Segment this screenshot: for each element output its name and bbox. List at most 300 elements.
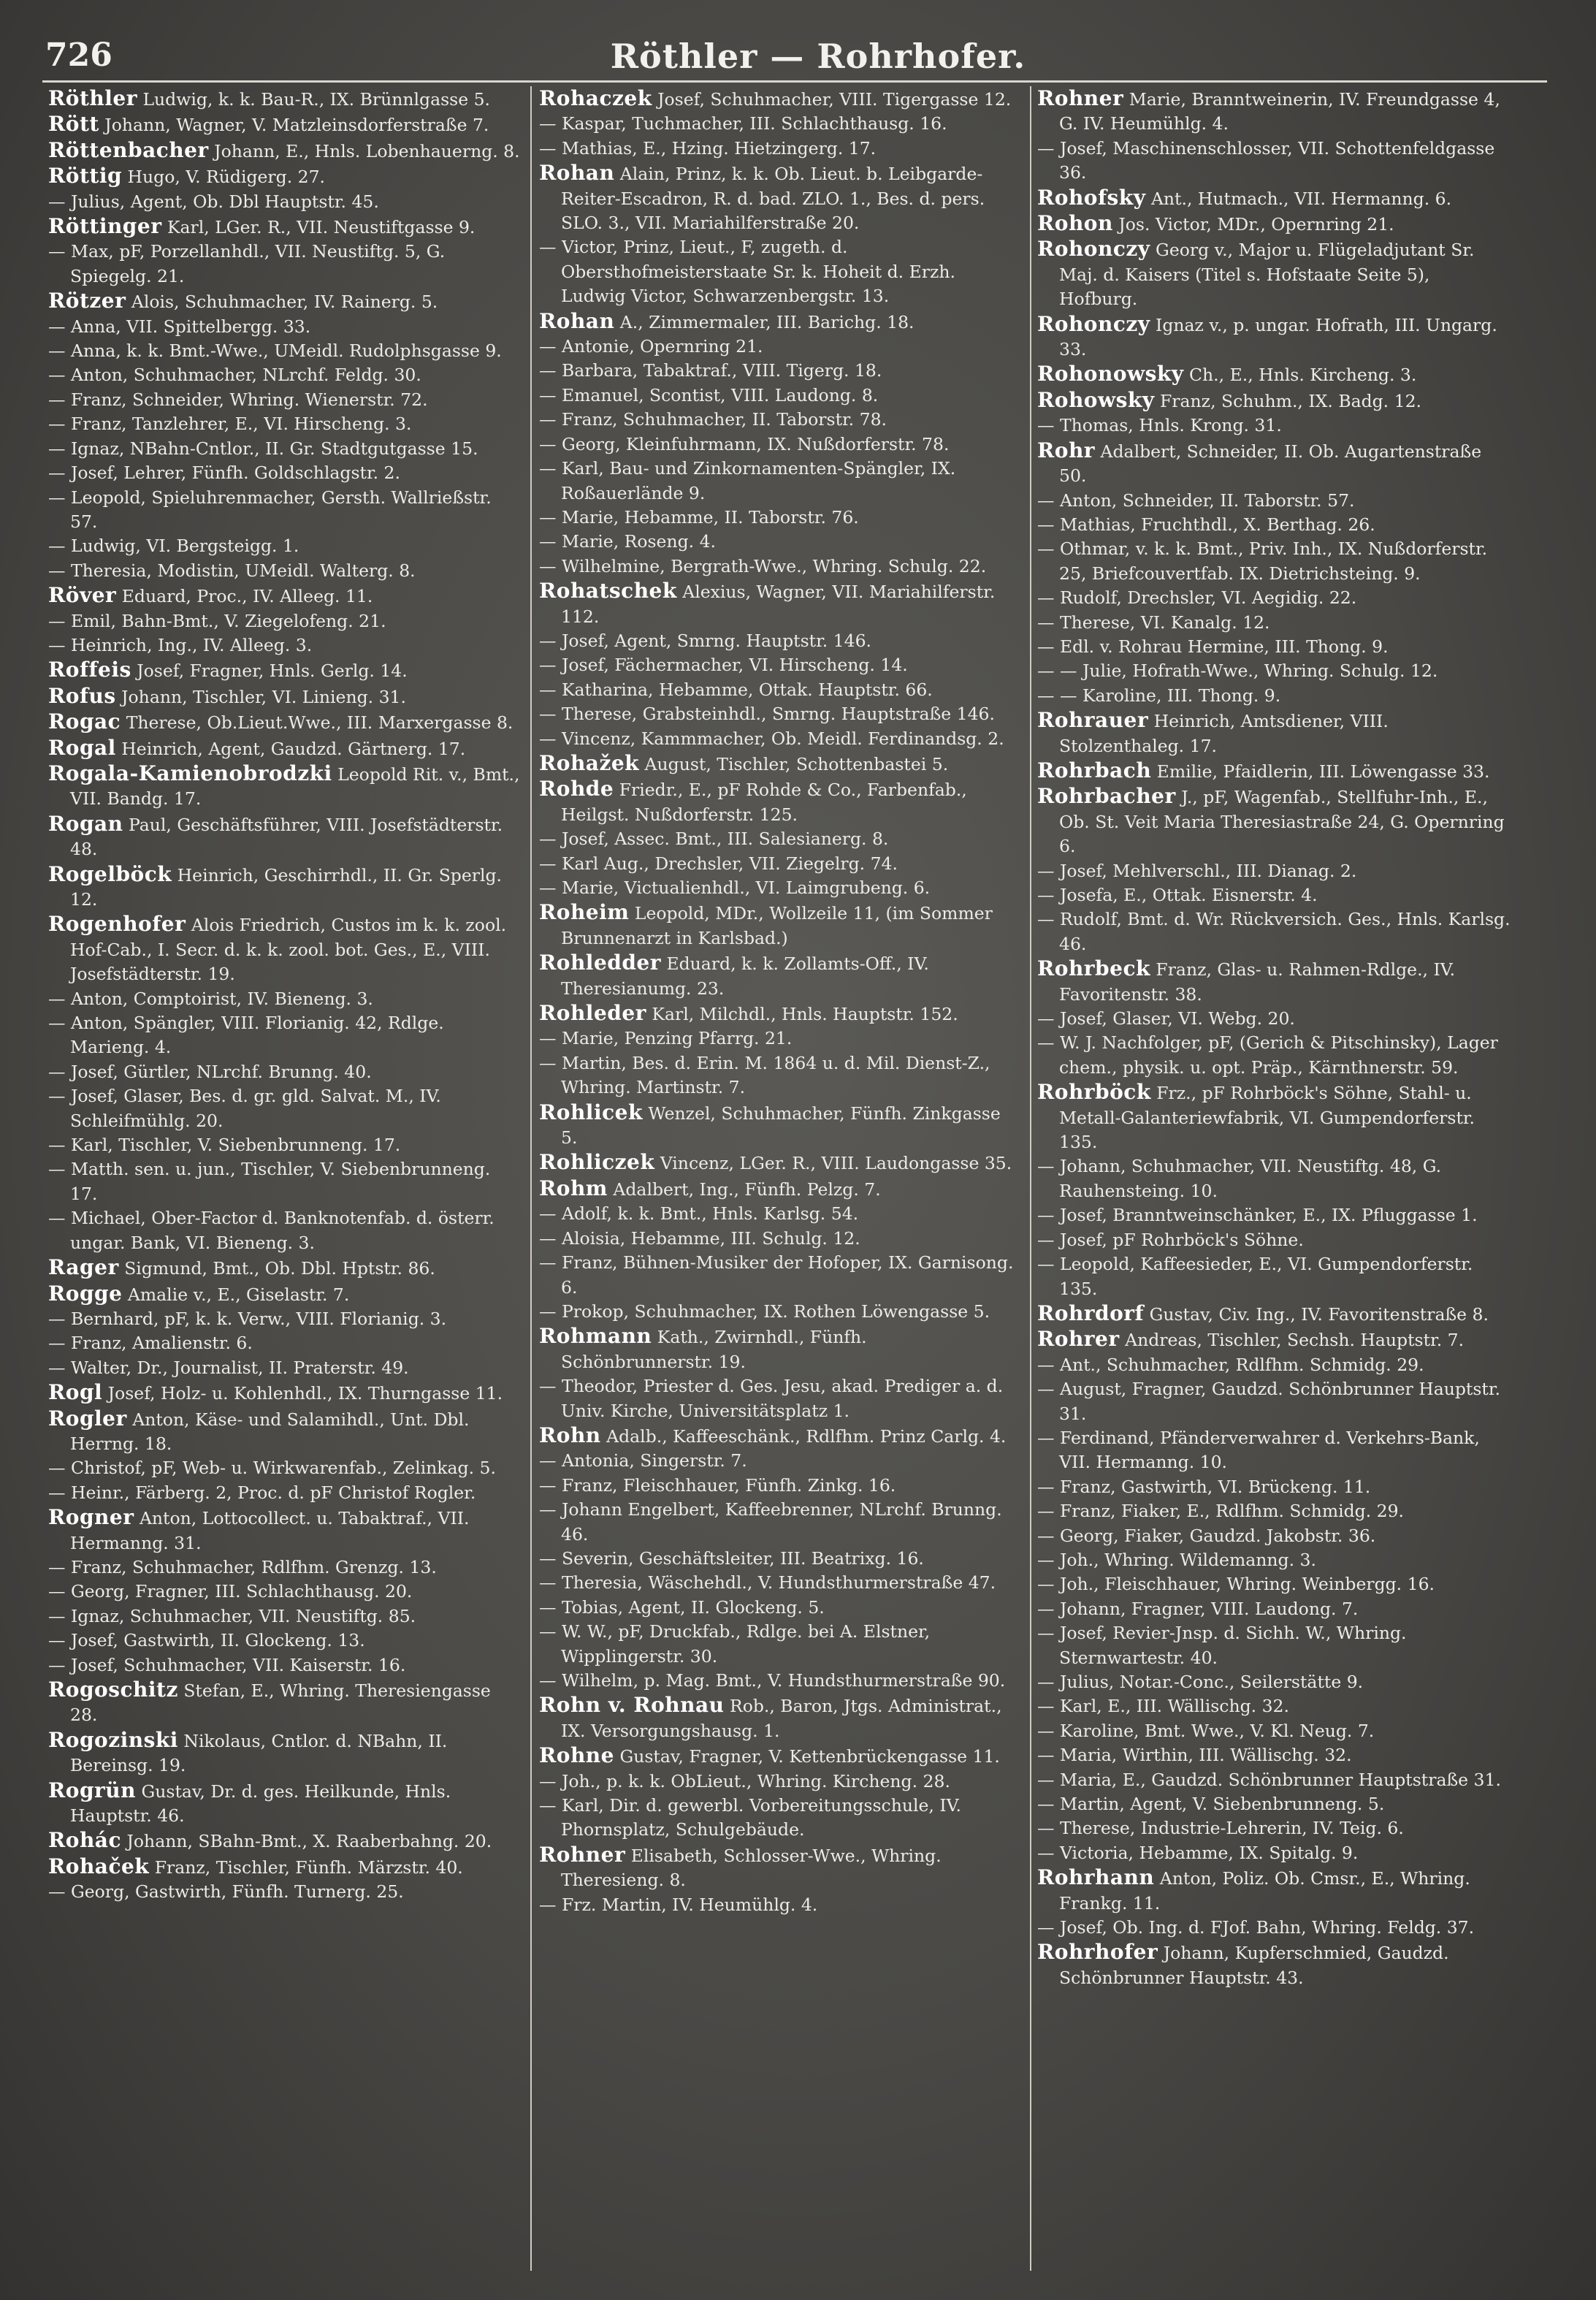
entry-surname: Rohažek bbox=[539, 750, 640, 775]
directory-entry bbox=[48, 1060, 523, 1084]
entry-text: — Aloisia, Hebamme, III. Schulg. 12. bbox=[539, 1227, 860, 1249]
entry-text: — Karoline, Bmt. Wwe., V. Kl. Neug. 7. bbox=[1037, 1720, 1375, 1741]
entry-text: Ludwig, k. k. Bau-R., IX. Brünnlgasse 5. bbox=[142, 89, 491, 110]
entry-text: Alexius, Wagner, VII. Mariahilferstr. 112. bbox=[561, 582, 996, 627]
entry-text: — Anna, VII. Spittelbergg. 33. bbox=[48, 316, 311, 337]
entry-text: — Marie, Penzing Pfarrg. 21. bbox=[539, 1028, 793, 1049]
entry-text: — Katharina, Hebamme, Ottak. Hauptstr. 66. bbox=[539, 679, 933, 700]
entry-surname: Roheim bbox=[539, 900, 630, 925]
entry-text: — Anton, Schneider, II. Taborstr. 57. bbox=[1037, 490, 1355, 511]
entry-text: Adalbert, Ing., Fünfh. Pelzg. 7. bbox=[613, 1178, 881, 1200]
directory-entry bbox=[1037, 1252, 1512, 1301]
directory-entry bbox=[1037, 211, 1512, 237]
entry-text: — Joh., Fleischhauer, Whring. Weinbergg. 16. bbox=[1037, 1574, 1435, 1595]
entry-text: — Vincenz, Kammmacher, Ob. Meidl. Ferdinandsg. 2. bbox=[539, 728, 1004, 749]
directory-entry bbox=[539, 1794, 1014, 1843]
entry-surname: Rohr bbox=[1037, 438, 1096, 462]
entry-surname: Rohrer bbox=[1037, 1327, 1120, 1352]
entry-text: Therese, Ob.Lieut.Wwe., III. Marxergasse 8. bbox=[126, 712, 513, 734]
entry-text: — W. W., pF, Druckfab., Rdlge. bei A. Elstner, Wipplingerstr. 30. bbox=[539, 1621, 931, 1667]
directory-entry bbox=[1037, 1548, 1512, 1572]
entry-surname: Rohowsky bbox=[1037, 387, 1155, 412]
directory-entry bbox=[1037, 186, 1512, 211]
directory-entry bbox=[1037, 586, 1512, 610]
directory-entry bbox=[539, 951, 1014, 1001]
directory-entry bbox=[1037, 1301, 1512, 1327]
entry-text: — Heinr., Färberg. 2, Proc. d. pF Christof Rogler. bbox=[48, 1482, 476, 1503]
entry-text: — Georg, Fiaker, Gaudzd. Jakobstr. 36. bbox=[1037, 1525, 1376, 1546]
entry-text: — Josef, Gastwirth, II. Glockeng. 13. bbox=[48, 1630, 365, 1651]
directory-entry bbox=[1037, 388, 1512, 414]
directory-entry bbox=[48, 1481, 523, 1505]
entry-text: Johann, Wagner, V. Matzleinsdorferstraße 7. bbox=[104, 115, 489, 136]
directory-entry bbox=[539, 827, 1014, 851]
directory-entry bbox=[1037, 1499, 1512, 1523]
entry-surname: Rohan bbox=[539, 308, 615, 333]
entry-surname: Rohaček bbox=[48, 1854, 150, 1878]
directory-entry bbox=[1037, 1327, 1512, 1352]
entry-surname: Rohonczy bbox=[1037, 237, 1150, 262]
entry-text: — Johann Engelbert, Kaffeebrenner, NLrchf. Brunng. 46. bbox=[539, 1499, 1002, 1545]
directory-entry bbox=[48, 1880, 523, 1904]
directory-entry bbox=[539, 1227, 1014, 1251]
entry-text: — Theresia, Wäschehdl., V. Hundsthurmerstraße 47. bbox=[539, 1572, 996, 1593]
entry-text: — Josef, Glaser, VI. Webg. 20. bbox=[1037, 1008, 1295, 1029]
entry-text: Franz, Schuhm., IX. Badg. 12. bbox=[1160, 390, 1421, 411]
entry-text: — Matth. sen. u. jun., Tischler, V. Siebenbrunneng. 17. bbox=[48, 1159, 491, 1204]
entry-text: — W. J. Nachfolger, pF, (Gerich & Pitschinsky), Lager chem., physik. u. opt. Präp., Kärnthnerstr. 59. bbox=[1037, 1032, 1498, 1078]
entry-text: — Ferdinand, Pfänderverwahrer d. Verkehrs-Bank, VII. Hermanng. 10. bbox=[1037, 1427, 1480, 1473]
directory-entry bbox=[48, 164, 523, 189]
directory-entry bbox=[48, 214, 523, 240]
directory-entry bbox=[48, 1604, 523, 1629]
directory-entry bbox=[539, 1743, 1014, 1769]
directory-entry bbox=[539, 457, 1014, 506]
directory-entry bbox=[539, 1693, 1014, 1743]
entry-surname: Rogal bbox=[48, 735, 116, 760]
entry-surname: Rohonowsky bbox=[1037, 362, 1184, 386]
directory-entry bbox=[539, 1498, 1014, 1547]
directory-entry bbox=[539, 1843, 1014, 1893]
directory-entry bbox=[48, 190, 523, 214]
directory-entry bbox=[539, 86, 1014, 112]
directory-entry bbox=[539, 1027, 1014, 1051]
entry-surname: Rohatschek bbox=[539, 579, 677, 603]
entry-text: Adalb., Kaffeeschänk., Rdlfhm. Prinz Carlg. 4. bbox=[606, 1425, 1007, 1447]
directory-entry bbox=[539, 1770, 1014, 1794]
entry-text: — Anna, k. k. Bmt.-Wwe., UMeidl. Rudolphsgasse 9. bbox=[48, 340, 502, 362]
directory-entry bbox=[1037, 1670, 1512, 1694]
column-3 bbox=[1037, 86, 1512, 2278]
entry-text: Anton, Käse- und Salamihdl., Unt. Dbl. Herrng. 18. bbox=[70, 1409, 470, 1454]
entry-surname: Rohan bbox=[539, 161, 615, 186]
entry-text: Stefan, E., Whring. Theresiengasse 28. bbox=[70, 1680, 491, 1726]
directory-entry bbox=[1037, 513, 1512, 537]
directory-entry bbox=[1037, 537, 1512, 586]
entry-text: — Emil, Bahn-Bmt., V. Ziegelofeng. 21. bbox=[48, 610, 386, 631]
directory-entry bbox=[539, 1893, 1014, 1917]
entry-surname: Rött bbox=[48, 112, 99, 137]
directory-entry bbox=[48, 1778, 523, 1829]
directory-entry bbox=[48, 1011, 523, 1060]
entry-text: — Ignaz, NBahn-Cntlor., II. Gr. Stadtgutgasse 15. bbox=[48, 438, 478, 459]
directory-entry bbox=[48, 1133, 523, 1157]
entry-surname: Rohde bbox=[539, 777, 614, 801]
entry-surname: Rogenhofer bbox=[48, 912, 186, 937]
directory-entry bbox=[48, 633, 523, 658]
directory-entry bbox=[539, 1251, 1014, 1300]
directory-entry bbox=[48, 437, 523, 461]
directory-entry bbox=[48, 1084, 523, 1133]
entry-text: — Martin, Bes. d. Erin. M. 1864 u. d. Mil. Dienst-Z., Whring. Martinstr. 7. bbox=[539, 1052, 990, 1098]
entry-text: — Othmar, v. k. k. Bmt., Priv. Inh., IX. Nußdorferstr. 25, Briefcouvertfab. IX. Dietrichsteing. 9. bbox=[1037, 538, 1488, 584]
entry-text: — Joh., Whring. Wildemanng. 3. bbox=[1037, 1549, 1316, 1570]
entry-surname: Rohleder bbox=[539, 1001, 646, 1026]
entry-text: — Josef, Gürtler, NLrchf. Brunng. 40. bbox=[48, 1061, 372, 1082]
directory-entry bbox=[48, 812, 523, 862]
directory-entry bbox=[539, 1176, 1014, 1202]
directory-entry bbox=[539, 555, 1014, 579]
entry-text: — Mathias, Fruchthdl., X. Berthag. 26. bbox=[1037, 514, 1375, 535]
entry-text: Johann, Kupferschmied, Gaudzd. Schönbrunner Hauptstr. 43. bbox=[1059, 1943, 1449, 1988]
directory-entry bbox=[539, 530, 1014, 554]
entry-text: — Franz, Fiaker, E., Rdlfhm. Schmidg. 29. bbox=[1037, 1501, 1405, 1522]
entry-surname: Rohonczy bbox=[1037, 311, 1150, 336]
directory-entry bbox=[539, 876, 1014, 900]
directory-entry bbox=[1037, 1203, 1512, 1227]
entry-text: Heinrich, Geschirrhdl., II. Gr. Sperlg. 12. bbox=[70, 864, 503, 910]
entry-surname: Rohrhofer bbox=[1037, 1940, 1158, 1965]
entry-surname: Rogge bbox=[48, 1281, 123, 1306]
entry-text: Josef, Schuhmacher, VIII. Tigergasse 12. bbox=[657, 89, 1012, 110]
directory-entry bbox=[48, 1456, 523, 1480]
entry-text: Amalie v., E., Giselastr. 7. bbox=[127, 1284, 350, 1305]
entry-text: Gustav, Civ. Ing., IV. Favoritenstraße 8. bbox=[1149, 1303, 1489, 1325]
directory-entry bbox=[539, 1374, 1014, 1423]
entry-text: — August, Fragner, Gaudzd. Schönbrunner Hauptstr. 31. bbox=[1037, 1379, 1500, 1424]
entry-text: — Ignaz, Schuhmacher, VII. Neustiftg. 85. bbox=[48, 1605, 416, 1626]
entry-text: Karl, Milchdl., Hnls. Hauptstr. 152. bbox=[652, 1004, 958, 1025]
entry-text: — Mathias, E., Hzing. Hietzingerg. 17. bbox=[539, 137, 877, 159]
entry-text: — Josef, Mehlverschl., III. Dianag. 2. bbox=[1037, 860, 1357, 881]
directory-entry bbox=[539, 1001, 1014, 1027]
directory-entry bbox=[1037, 1743, 1512, 1767]
entry-surname: Rogoschitz bbox=[48, 1678, 178, 1702]
directory-entry bbox=[1037, 1865, 1512, 1916]
entry-text: — Franz, Fleischhauer, Fünfh. Zinkg. 16. bbox=[539, 1474, 896, 1496]
entry-text: — Franz, Schuhmacher, Rdlfhm. Grenzg. 13. bbox=[48, 1556, 437, 1577]
directory-entry bbox=[539, 309, 1014, 335]
directory-entry bbox=[539, 1571, 1014, 1595]
entry-text: — Ant., Schuhmacher, Rdlfhm. Schmidg. 29. bbox=[1037, 1354, 1424, 1375]
directory-entry bbox=[1037, 1080, 1512, 1154]
directory-entry bbox=[539, 433, 1014, 457]
entry-text: A., Zimmermaler, III. Barichg. 18. bbox=[619, 311, 915, 332]
entry-text: Johann, SBahn-Bmt., X. Raaberbahng. 20. bbox=[126, 1831, 492, 1852]
directory-entry bbox=[48, 1678, 523, 1728]
entry-text: — Josef, Glaser, Bes. d. gr. gld. Salvat. M., IV. Schleifmühlg. 20. bbox=[48, 1086, 441, 1131]
entry-surname: Rohmann bbox=[539, 1324, 652, 1349]
entry-text: — Theresia, Modistin, UMeidl. Walterg. 8. bbox=[48, 560, 416, 581]
header-rule bbox=[42, 80, 1547, 83]
entry-surname: Rohm bbox=[539, 1176, 608, 1200]
entry-surname: Rogac bbox=[48, 709, 121, 734]
entry-text: — Josef, Branntweinschänker, E., IX. Pfluggasse 1. bbox=[1037, 1205, 1478, 1226]
directory-entry bbox=[48, 1356, 523, 1380]
directory-entry bbox=[48, 709, 523, 735]
entry-text: Frz., pF Rohrböck's Söhne, Stahl- u. Metall-Galanteriewfabrik, VI. Gumpendorferstr. 135. bbox=[1059, 1083, 1475, 1153]
entry-text: — — Karoline, III. Thong. 9. bbox=[1037, 685, 1281, 706]
entry-text: — Christof, pF, Web- u. Wirkwarenfab., Zelinkag. 5. bbox=[48, 1458, 496, 1479]
entry-text: Jos. Victor, MDr., Opernring 21. bbox=[1118, 214, 1394, 235]
entry-text: — Franz, Gastwirth, VI. Brückeng. 11. bbox=[1037, 1476, 1371, 1497]
entry-text: Johann, E., Hnls. Lobenhauerng. 8. bbox=[214, 140, 520, 161]
entry-surname: Rohledder bbox=[539, 951, 661, 975]
directory-entry bbox=[539, 579, 1014, 629]
entry-text: Rob., Baron, Jtgs. Administrat., IX. Versorgungshausg. 1. bbox=[561, 1696, 1002, 1741]
entry-text: — Marie, Roseng. 4. bbox=[539, 531, 716, 552]
entry-text: — Wilhelmine, Bergrath-Wwe., Whring. Schulg. 22. bbox=[539, 555, 987, 576]
entry-text: Hugo, V. Rüdigerg. 27. bbox=[127, 167, 326, 188]
entry-text: — Rudolf, Drechsler, VI. Aegidig. 22. bbox=[1037, 587, 1357, 609]
entry-text: Gustav, Dr. d. ges. Heilkunde, Hnls. Hauptstr. 46. bbox=[70, 1781, 451, 1827]
entry-text: — Prokop, Schuhmacher, IX. Rothen Löwengasse 5. bbox=[539, 1301, 990, 1322]
entry-text: Elisabeth, Schlosser-Wwe., Whring. Theresieng. 8. bbox=[561, 1845, 942, 1891]
entry-text: — Josef, Lehrer, Fünfh. Goldschlagstr. 2. bbox=[48, 462, 400, 484]
directory-entry bbox=[48, 112, 523, 137]
directory-entry bbox=[539, 1449, 1014, 1473]
entry-text: Josef, Fragner, Hnls. Gerlg. 14. bbox=[137, 660, 408, 682]
directory-entry bbox=[48, 583, 523, 609]
directory-entry bbox=[1037, 312, 1512, 362]
directory-entry bbox=[1037, 1940, 1512, 1990]
directory-entry bbox=[1037, 907, 1512, 956]
directory-entry bbox=[1037, 684, 1512, 708]
entry-text: Ant., Hutmach., VII. Hermanng. 6. bbox=[1150, 188, 1452, 209]
entry-text: — Karl Aug., Drechsler, VII. Ziegelrg. 74. bbox=[539, 853, 898, 874]
directory-entry bbox=[1037, 1621, 1512, 1670]
entry-text: — Josef, Assec. Bmt., III. Salesianerg. 8. bbox=[539, 829, 889, 850]
entry-text: — — Julie, Hofrath-Wwe., Whring. Schulg. 12. bbox=[1037, 660, 1438, 682]
entry-text: Vincenz, LGer. R., VIII. Laudongasse 35. bbox=[660, 1153, 1012, 1174]
entry-text: — Antonia, Singerstr. 7. bbox=[539, 1450, 747, 1471]
directory-entry bbox=[1037, 1031, 1512, 1080]
directory-entry bbox=[48, 1580, 523, 1604]
directory-entry bbox=[1037, 859, 1512, 883]
entry-text: — Severin, Geschäftsleiter, III. Beatrixg. 16. bbox=[539, 1547, 924, 1569]
entry-text: — Maria, Wirthin, III. Wällischg. 32. bbox=[1037, 1745, 1352, 1766]
entry-surname: Rohrauer bbox=[1037, 708, 1149, 733]
entry-text: — Rudolf, Bmt. d. Wr. Rückversich. Ges., Hnls. Karlsg. 46. bbox=[1037, 909, 1511, 954]
directory-entry bbox=[1037, 1597, 1512, 1621]
directory-entry bbox=[48, 1653, 523, 1678]
entry-text: — Maria, E., Gaudzd. Schönbrunner Hauptstraße 31. bbox=[1037, 1769, 1501, 1790]
directory-entry bbox=[539, 1051, 1014, 1100]
page-header bbox=[0, 37, 1596, 80]
directory-entry bbox=[1037, 1916, 1512, 1940]
entry-text: — Wilhelm, p. Mag. Bmt., V. Hundsthurmerstraße 90. bbox=[539, 1670, 1006, 1691]
directory-entry bbox=[48, 1728, 523, 1778]
entry-surname: Röver bbox=[48, 583, 117, 608]
directory-entry bbox=[1037, 1154, 1512, 1203]
directory-entry bbox=[1037, 956, 1512, 1007]
directory-entry bbox=[1037, 708, 1512, 758]
entry-text: Anton, Poliz. Ob. Cmsr., E., Whring. Frankg. 11. bbox=[1059, 1868, 1470, 1914]
entry-text: Johann, Tischler, VI. Linieng. 31. bbox=[121, 686, 406, 707]
directory-entry bbox=[539, 629, 1014, 653]
directory-entry bbox=[48, 1206, 523, 1255]
entry-surname: Rohrdorf bbox=[1037, 1301, 1145, 1325]
directory-entry bbox=[48, 684, 523, 709]
entry-surname: Rohner bbox=[1037, 86, 1124, 110]
entry-text: — Walter, Dr., Journalist, II. Praterstr. 49. bbox=[48, 1357, 409, 1378]
entry-text: — Johann, Schuhmacher, VII. Neustiftg. 48, G. Rauhensteing. 10. bbox=[1037, 1156, 1442, 1201]
entry-text: — Adolf, k. k. Bmt., Hnls. Karlsg. 54. bbox=[539, 1203, 859, 1225]
entry-surname: Rohofsky bbox=[1037, 185, 1146, 210]
directory-entry bbox=[1037, 1719, 1512, 1743]
directory-entry bbox=[539, 653, 1014, 677]
entry-surname: Rohrbeck bbox=[1037, 956, 1150, 981]
entry-surname: Rohrbacher bbox=[1037, 784, 1176, 809]
directory-entry bbox=[48, 1255, 523, 1281]
entry-text: — Heinrich, Ing., IV. Alleeg. 3. bbox=[48, 634, 313, 655]
directory-entry bbox=[48, 1555, 523, 1580]
directory-entry bbox=[1037, 784, 1512, 858]
directory-entry bbox=[539, 852, 1014, 876]
entry-text: — Georg, Kleinfuhrmann, IX. Nußdorferstr. 78. bbox=[539, 433, 950, 454]
directory-entry bbox=[539, 1620, 1014, 1669]
directory-entry bbox=[48, 461, 523, 485]
column-2 bbox=[539, 86, 1014, 2278]
directory-entry bbox=[48, 987, 523, 1011]
entry-text: — Julius, Notar.-Conc., Seilerstätte 9. bbox=[1037, 1672, 1364, 1692]
entry-surname: Rogner bbox=[48, 1505, 134, 1530]
entry-surname: Röthler bbox=[48, 86, 137, 110]
entry-surname: Rohrböck bbox=[1037, 1080, 1151, 1105]
entry-text: Alois Friedrich, Custos im k. k. zool. Hof-Cab., I. Secr. d. k. k. zool. bot. Ges., E., VIII. Josefstädterstr. 19. bbox=[70, 915, 507, 985]
directory-entry bbox=[48, 1828, 523, 1854]
directory-entry bbox=[539, 702, 1014, 726]
entry-text: — Franz, Schuhmacher, II. Taborstr. 78. bbox=[539, 409, 887, 430]
directory-entry bbox=[48, 388, 523, 412]
directory-entry bbox=[48, 912, 523, 986]
directory-entry bbox=[48, 363, 523, 387]
entry-text: — Julius, Agent, Ob. Dbl Hauptstr. 45. bbox=[48, 191, 379, 212]
entry-text: — Karl, Bau- und Zinkornamenten-Spängler, IX. Roßauerlände 9. bbox=[539, 458, 956, 503]
entry-text: — Georg, Fragner, III. Schlachthausg. 20. bbox=[48, 1581, 413, 1602]
directory-entry bbox=[1037, 137, 1512, 186]
entry-surname: Rogl bbox=[48, 1380, 103, 1405]
entry-text: — Josef, Ob. Ing. d. FJof. Bahn, Whring. Feldg. 37. bbox=[1037, 1917, 1475, 1938]
directory-entry bbox=[539, 1547, 1014, 1571]
entry-text: — Anton, Schuhmacher, NLrchf. Feldg. 30. bbox=[48, 365, 421, 386]
directory-entry bbox=[1037, 1572, 1512, 1596]
entry-text: Anton, Lottocollect. u. Tabaktraf., VII. Hermanng. 31. bbox=[70, 1508, 470, 1553]
entry-text: — Anton, Spängler, VIII. Florianig. 42, Rdlge. Marieng. 4. bbox=[48, 1013, 444, 1058]
entry-surname: Röttig bbox=[48, 164, 123, 189]
entry-surname: Rohner bbox=[539, 1842, 626, 1867]
directory-entry bbox=[1037, 1007, 1512, 1031]
entry-text: Karl, LGer. R., VII. Neustiftgasse 9. bbox=[167, 217, 476, 238]
entry-surname: Rohliczek bbox=[539, 1150, 655, 1175]
entry-text: Franz, Tischler, Fünfh. Märzstr. 40. bbox=[154, 1857, 463, 1878]
entry-text: — Josef, Agent, Smrng. Hauptstr. 146. bbox=[539, 630, 872, 651]
directory-entry bbox=[48, 761, 523, 812]
entry-text: Gustav, Fragner, V. Kettenbrückengasse 11. bbox=[619, 1746, 1000, 1767]
directory-entry bbox=[1037, 1353, 1512, 1377]
entry-text: — Emanuel, Scontist, VIII. Laudong. 8. bbox=[539, 384, 879, 405]
directory-entry bbox=[1037, 1228, 1512, 1252]
entry-text: — Josef, Schuhmacher, VII. Kaiserstr. 16. bbox=[48, 1654, 406, 1675]
directory-entry bbox=[1037, 1475, 1512, 1499]
entry-text: Eduard, Proc., IV. Alleeg. 11. bbox=[121, 586, 373, 607]
column-divider-1 bbox=[530, 86, 532, 2271]
page-number: 726 bbox=[45, 37, 112, 74]
directory-entry bbox=[1037, 1792, 1512, 1816]
directory-entry bbox=[1037, 237, 1512, 311]
entry-surname: Rohrhann bbox=[1037, 1865, 1155, 1890]
entry-text: Georg v., Major u. Flügeladjutant Sr. Maj. d. Kaisers (Titel s. Hofstaate Seite 5), Hofburg. bbox=[1059, 240, 1475, 310]
directory-entry bbox=[48, 1854, 523, 1880]
entry-text: — Kaspar, Tuchmacher, III. Schlachthausg. 16. bbox=[539, 113, 947, 134]
directory-entry bbox=[539, 1324, 1014, 1374]
entry-text: — Franz, Schneider, Whring. Wienerstr. 72. bbox=[48, 389, 428, 410]
entry-surname: Rogala-Kamienobrodzki bbox=[48, 761, 332, 785]
entry-surname: Rager bbox=[48, 1255, 119, 1280]
directory-entry bbox=[539, 1100, 1014, 1151]
entry-surname: Rohaczek bbox=[539, 86, 652, 110]
entry-surname: Roffeis bbox=[48, 658, 131, 682]
directory-entry bbox=[48, 658, 523, 683]
directory-entry bbox=[1037, 1694, 1512, 1718]
directory-entry bbox=[48, 289, 523, 314]
entry-text: Andreas, Tischler, Sechsh. Hauptstr. 7. bbox=[1125, 1330, 1465, 1351]
entry-text: — Johann, Fragner, VIII. Laudong. 7. bbox=[1037, 1598, 1359, 1619]
directory-entry bbox=[539, 335, 1014, 359]
directory-entry bbox=[1037, 362, 1512, 387]
entry-surname: Rohon bbox=[1037, 211, 1113, 236]
directory-entry bbox=[48, 609, 523, 633]
directory-entry bbox=[48, 138, 523, 164]
entry-text: Leopold, MDr., Wollzeile 11, (im Sommer Brunnenarzt in Karlsbad.) bbox=[561, 903, 993, 948]
entry-text: — Bernhard, pF, k. k. Verw., VIII. Florianig. 3. bbox=[48, 1308, 447, 1329]
entry-text: Leopold Rit. v., Bmt., VII. Bandg. 17. bbox=[70, 764, 520, 810]
entry-surname: Röttenbacher bbox=[48, 137, 209, 162]
directory-entry bbox=[1037, 86, 1512, 137]
entry-surname: Rohne bbox=[539, 1743, 614, 1768]
directory-entry bbox=[539, 235, 1014, 308]
entry-text: — Theodor, Priester d. Ges. Jesu, akad. Prediger a. d. Univ. Kirche, Universitätsplatz 1. bbox=[539, 1376, 1004, 1421]
entry-text: J., pF, Wagenfab., Stellfuhr-Inh., E., Ob. St. Veit Maria Theresiastraße 24, G. Opernring 6. bbox=[1059, 787, 1505, 857]
entry-text: Marie, Branntweinerin, IV. Freundgasse 4, G. IV. Heumühlg. 4. bbox=[1059, 89, 1500, 134]
directory-entry bbox=[539, 900, 1014, 951]
entry-surname: Rötzer bbox=[48, 289, 126, 313]
entry-surname: Rohn v. Rohnau bbox=[539, 1693, 725, 1718]
directory-entry bbox=[48, 1307, 523, 1331]
entry-text: August, Tischler, Schottenbastei 5. bbox=[644, 753, 949, 774]
entry-text: — Michael, Ober-Factor d. Banknotenfab. d. österr. ungar. Bank, VI. Bieneng. 3. bbox=[48, 1208, 495, 1253]
directory-entry bbox=[1037, 438, 1512, 489]
entry-text: — Franz, Bühnen-Musiker der Hofoper, IX. Garnisong. 6. bbox=[539, 1252, 1014, 1298]
directory-entry bbox=[1037, 1816, 1512, 1840]
directory-entry bbox=[1037, 1377, 1512, 1426]
entry-text: — Victor, Prinz, Lieut., F, zugeth. d. Obersthofmeisterstaate Sr. k. Hoheit d. Erzh. Ludwig Victor, Schwarzenbergstr. 13. bbox=[539, 237, 955, 307]
entry-text: Heinrich, Agent, Gaudzd. Gärtnerg. 17. bbox=[121, 738, 466, 759]
entry-text: — Josef, Maschinenschlosser, VII. Schottenfeldgasse 36. bbox=[1037, 137, 1495, 183]
directory-entry bbox=[48, 1157, 523, 1206]
entry-surname: Rohn bbox=[539, 1423, 601, 1447]
directory-entry bbox=[539, 777, 1014, 827]
